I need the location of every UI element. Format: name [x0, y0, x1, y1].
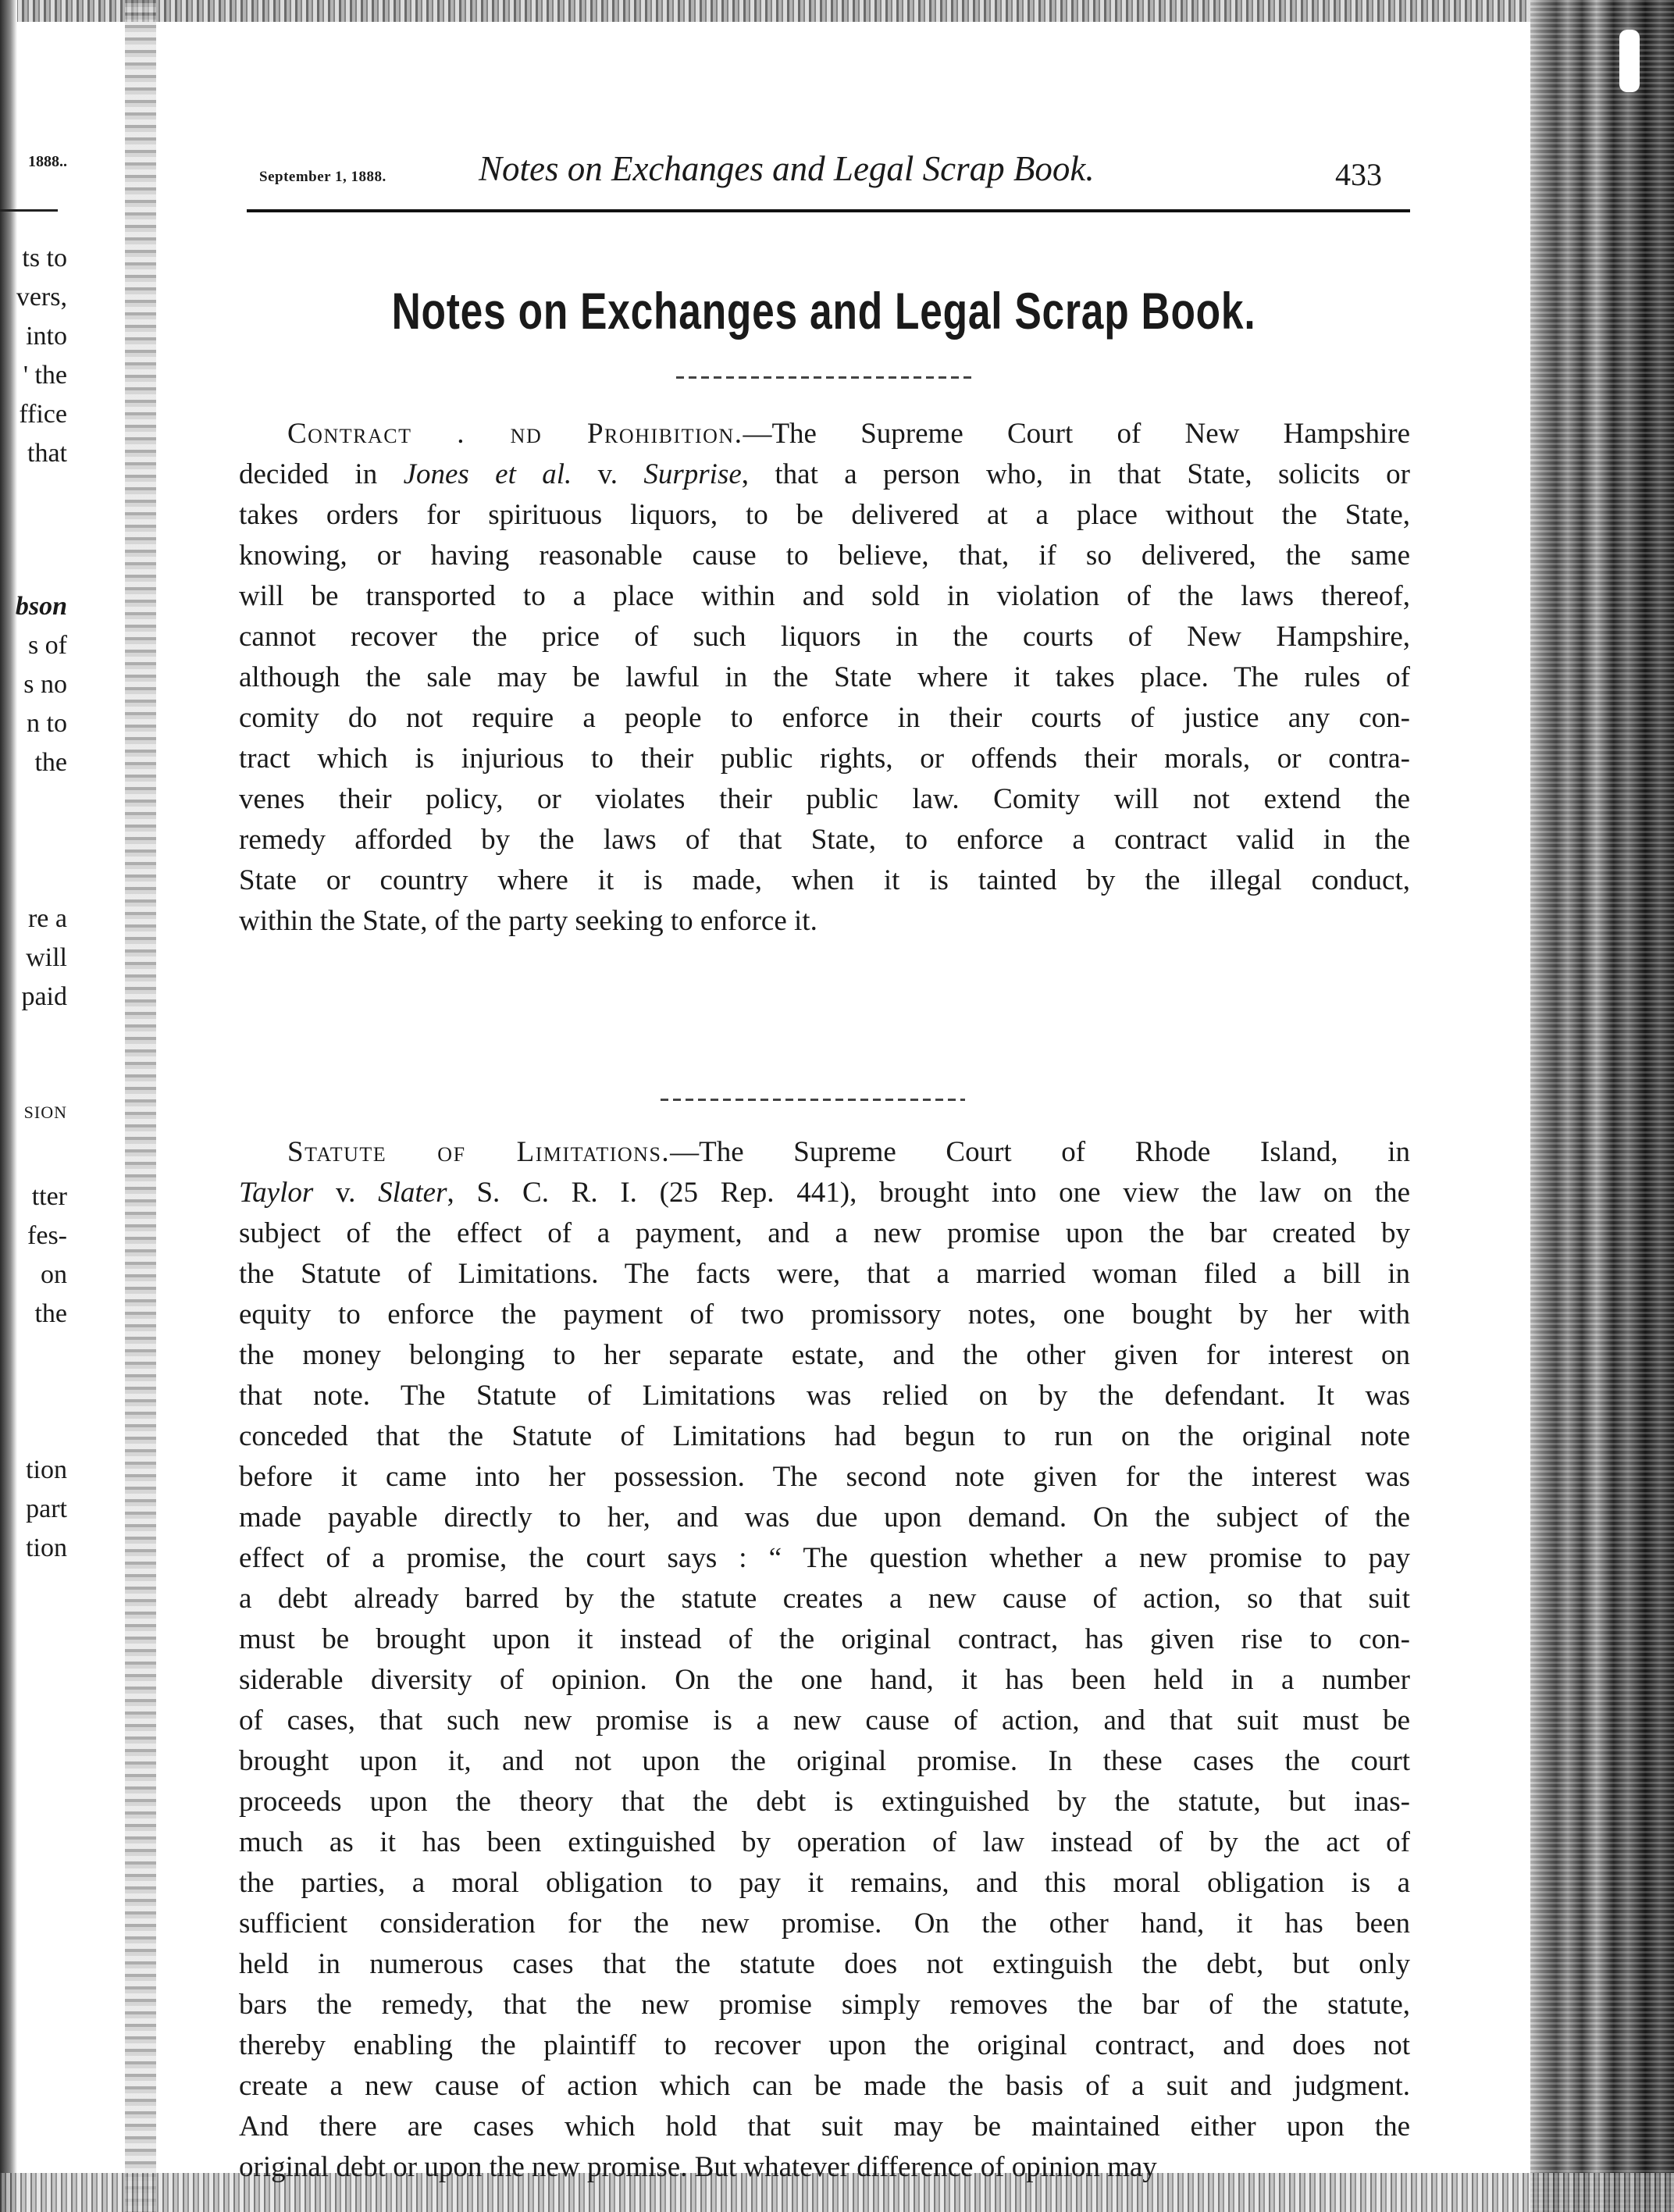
facing-page-text: that: [27, 439, 67, 468]
text-line: [239, 576, 1410, 617]
text-line: [239, 454, 1410, 495]
case-name: Taylor: [239, 1177, 314, 1209]
text-line: [239, 1619, 1410, 1660]
text-run: made payable directly to her, and was due upon demand. On the subject of the: [239, 1501, 1410, 1533]
text-line: [239, 779, 1410, 820]
text-run: —The Supreme Court of Rhode Island, in: [670, 1136, 1410, 1168]
text-run: will be transported to a place within and sold in violation of the laws thereof,: [239, 580, 1410, 612]
facing-page-text: the: [34, 748, 67, 777]
text-line: [239, 901, 1410, 942]
text-line: [239, 1254, 1410, 1295]
text-run: subject of the effect of a payment, and a new promise upon the bar created by: [239, 1217, 1410, 1249]
facing-page-text: SION: [23, 1102, 67, 1122]
facing-page-text: will: [26, 943, 67, 972]
text-line: [239, 1173, 1410, 1213]
facing-page-text: tter: [31, 1182, 67, 1211]
text-line: [239, 1985, 1410, 2025]
text-run: conceded that the Statute of Limitations had begun to run on the original note: [239, 1420, 1410, 1452]
text-run: cannot recover the price of such liquors in the courts of New Hampshire,: [239, 621, 1410, 653]
text-run: although the sale may be lawful in the State where it takes place. The rules of: [239, 661, 1410, 693]
text-line: [239, 1213, 1410, 1254]
text-line: [239, 860, 1410, 901]
facing-page-text: on: [41, 1260, 67, 1289]
text-line: [239, 1822, 1410, 1863]
facing-page-text: vers,: [16, 283, 67, 312]
text-line: [239, 1944, 1410, 1985]
text-line: [239, 1416, 1410, 1457]
text-line: [239, 1335, 1410, 1376]
case-name: Jones et al.: [403, 458, 572, 490]
text-run: sufficient consideration for the new promise. On the other hand, it has been: [239, 1907, 1410, 1940]
text-line: [239, 1782, 1410, 1822]
binding-mark: [1619, 30, 1640, 92]
page-title: Notes on Exchanges and Legal Scrap Book.: [391, 282, 1256, 340]
facing-page-text: s no: [23, 670, 67, 699]
text-line: [239, 1904, 1410, 1944]
text-run: v.: [313, 1177, 379, 1209]
text-run: thereby enabling the plaintiff to recover upon the original contract, and does not: [239, 2029, 1410, 2061]
text-run: the money belonging to her separate estate, and the other given for interest on: [239, 1339, 1410, 1371]
facing-page-text: ffice: [19, 400, 67, 429]
facing-page-text: bson: [15, 592, 67, 621]
text-line: [239, 1498, 1410, 1538]
text-line: [239, 820, 1410, 860]
text-run: , that a person who, in that State, solicits or: [741, 458, 1410, 490]
text-run: , S. C. R. I. (25 Rep. 441), brought into one view the law on the: [447, 1177, 1410, 1209]
section-statute-of-limitations: [239, 1132, 1410, 2188]
running-head: [234, 148, 1413, 195]
running-head-title: Notes on Exchanges and Legal Scrap Book.: [479, 149, 1095, 188]
text-run: before it came into her possession. The second note given for the interest was: [239, 1461, 1410, 1493]
text-run: siderable diversity of opinion. On the one hand, it has been held in a number: [239, 1664, 1410, 1696]
facing-page-text: n to: [27, 709, 67, 738]
text-run: much as it has been extinguished by operation of law instead of by the act of: [239, 1826, 1410, 1858]
case-name: Slater: [378, 1177, 447, 1209]
text-line: [239, 2025, 1410, 2066]
text-run: equity to enforce the payment of two promissory notes, one bought by her with: [239, 1298, 1410, 1330]
text-run: proceeds upon the theory that the debt is extinguished by the statute, but inas-: [239, 1786, 1410, 1818]
facing-page-text: ts to: [22, 244, 67, 272]
facing-page-text: re a: [27, 904, 67, 933]
text-run: tract which is injurious to their public rights, or offends their morals, or contra-: [239, 743, 1410, 775]
text-run: a debt already barred by the statute creates a new cause of action, so that suit: [239, 1583, 1410, 1615]
facing-page-text: ' the: [23, 361, 67, 390]
text-run: comity do not require a people to enforce in their courts of justice any con-: [239, 702, 1410, 734]
text-run: original debt or upon the new promise. But whatever difference of opinion may: [239, 2151, 1157, 2183]
text-line: [239, 1579, 1410, 1619]
section-divider: [661, 1099, 965, 1101]
text-run: held in numerous cases that the statute does not extinguish the debt, but only: [239, 1948, 1410, 1980]
text-line: [239, 2147, 1410, 2188]
text-run: the Statute of Limitations. The facts were, that a married woman filed a bill in: [239, 1258, 1410, 1290]
text-run: decided in: [239, 458, 404, 490]
text-line: [239, 414, 1410, 454]
text-run: venes their policy, or violates their public law. Comity will not extend the: [239, 783, 1410, 815]
text-run: State or country where it is made, when it is tainted by the illegal conduct,: [239, 864, 1410, 896]
section-heading: Contract . nd Prohibition.: [287, 418, 743, 450]
text-line: [239, 495, 1410, 536]
text-line: [239, 617, 1410, 657]
facing-page-header: 1888..: [28, 153, 67, 170]
facing-page-text: paid: [21, 982, 67, 1011]
text-line: [239, 657, 1410, 698]
text-line: [239, 698, 1410, 739]
scan-edge-top: [0, 0, 1674, 22]
text-run: bars the remedy, that the new promise simply removes the bar of the statute,: [239, 1989, 1410, 2021]
text-run: create a new cause of action which can be made the basis of a suit and judgment.: [239, 2070, 1410, 2102]
text-run: —The Supreme Court of New Hampshire: [743, 418, 1410, 450]
facing-page-text: the: [34, 1299, 67, 1328]
text-run: knowing, or having reasonable cause to believe, that, if so delivered, the same: [239, 540, 1410, 572]
text-line: [239, 1457, 1410, 1498]
facing-page-text: into: [26, 322, 67, 351]
book-binding-edge: [1530, 0, 1674, 2212]
text-line: [239, 1741, 1410, 1782]
facing-page-text: tion: [26, 1533, 67, 1562]
facing-page-text: tion: [26, 1455, 67, 1484]
facing-page-text: part: [26, 1494, 67, 1523]
text-run: takes orders for spirituous liquors, to be delivered at a place without the State,: [239, 499, 1410, 531]
text-line: [239, 1660, 1410, 1701]
text-line: [239, 1376, 1410, 1416]
facing-page-text: fes-: [27, 1221, 67, 1250]
text-run: within the State, of the party seeking to enforce it.: [239, 905, 817, 937]
text-line: [239, 739, 1410, 779]
facing-page-rule: [0, 209, 58, 212]
text-line: [239, 2107, 1410, 2147]
page-gutter: [125, 0, 156, 2212]
text-line: [239, 2066, 1410, 2107]
page-number: 433: [1335, 157, 1382, 192]
text-run: the parties, a moral obligation to pay it remains, and this moral obligation is a: [239, 1867, 1410, 1899]
case-name: Surprise: [643, 458, 742, 490]
facing-page-text: s of: [27, 631, 67, 660]
section-contract-prohibition: [239, 414, 1410, 942]
text-line: [239, 1132, 1410, 1173]
text-run: must be brought upon it instead of the original contract, has given rise to con-: [239, 1623, 1410, 1655]
text-line: [239, 1295, 1410, 1335]
text-run: And there are cases which hold that suit may be maintained either upon the: [239, 2110, 1410, 2143]
text-run: that note. The Statute of Limitations was relied on by the defendant. It was: [239, 1380, 1410, 1412]
text-line: [239, 1863, 1410, 1904]
text-line: [239, 1701, 1410, 1741]
text-run: effect of a promise, the court says : “ The question whether a new promise to pay: [239, 1542, 1410, 1574]
text-run: brought upon it, and not upon the original promise. In these cases the court: [239, 1745, 1410, 1777]
text-run: v.: [572, 458, 644, 490]
text-line: [239, 536, 1410, 576]
facing-page-fragment: [0, 0, 78, 2212]
section-heading: Statute of Limitations.: [287, 1136, 671, 1168]
running-head-date: September 1, 1888.: [259, 169, 386, 185]
text-run: remedy afforded by the laws of that State, to enforce a contract valid in the: [239, 824, 1410, 856]
title-ornament: [676, 376, 973, 379]
header-rule: [247, 209, 1410, 212]
text-line: [239, 1538, 1410, 1579]
text-run: of cases, that such new promise is a new cause of action, and that suit must be: [239, 1704, 1410, 1736]
